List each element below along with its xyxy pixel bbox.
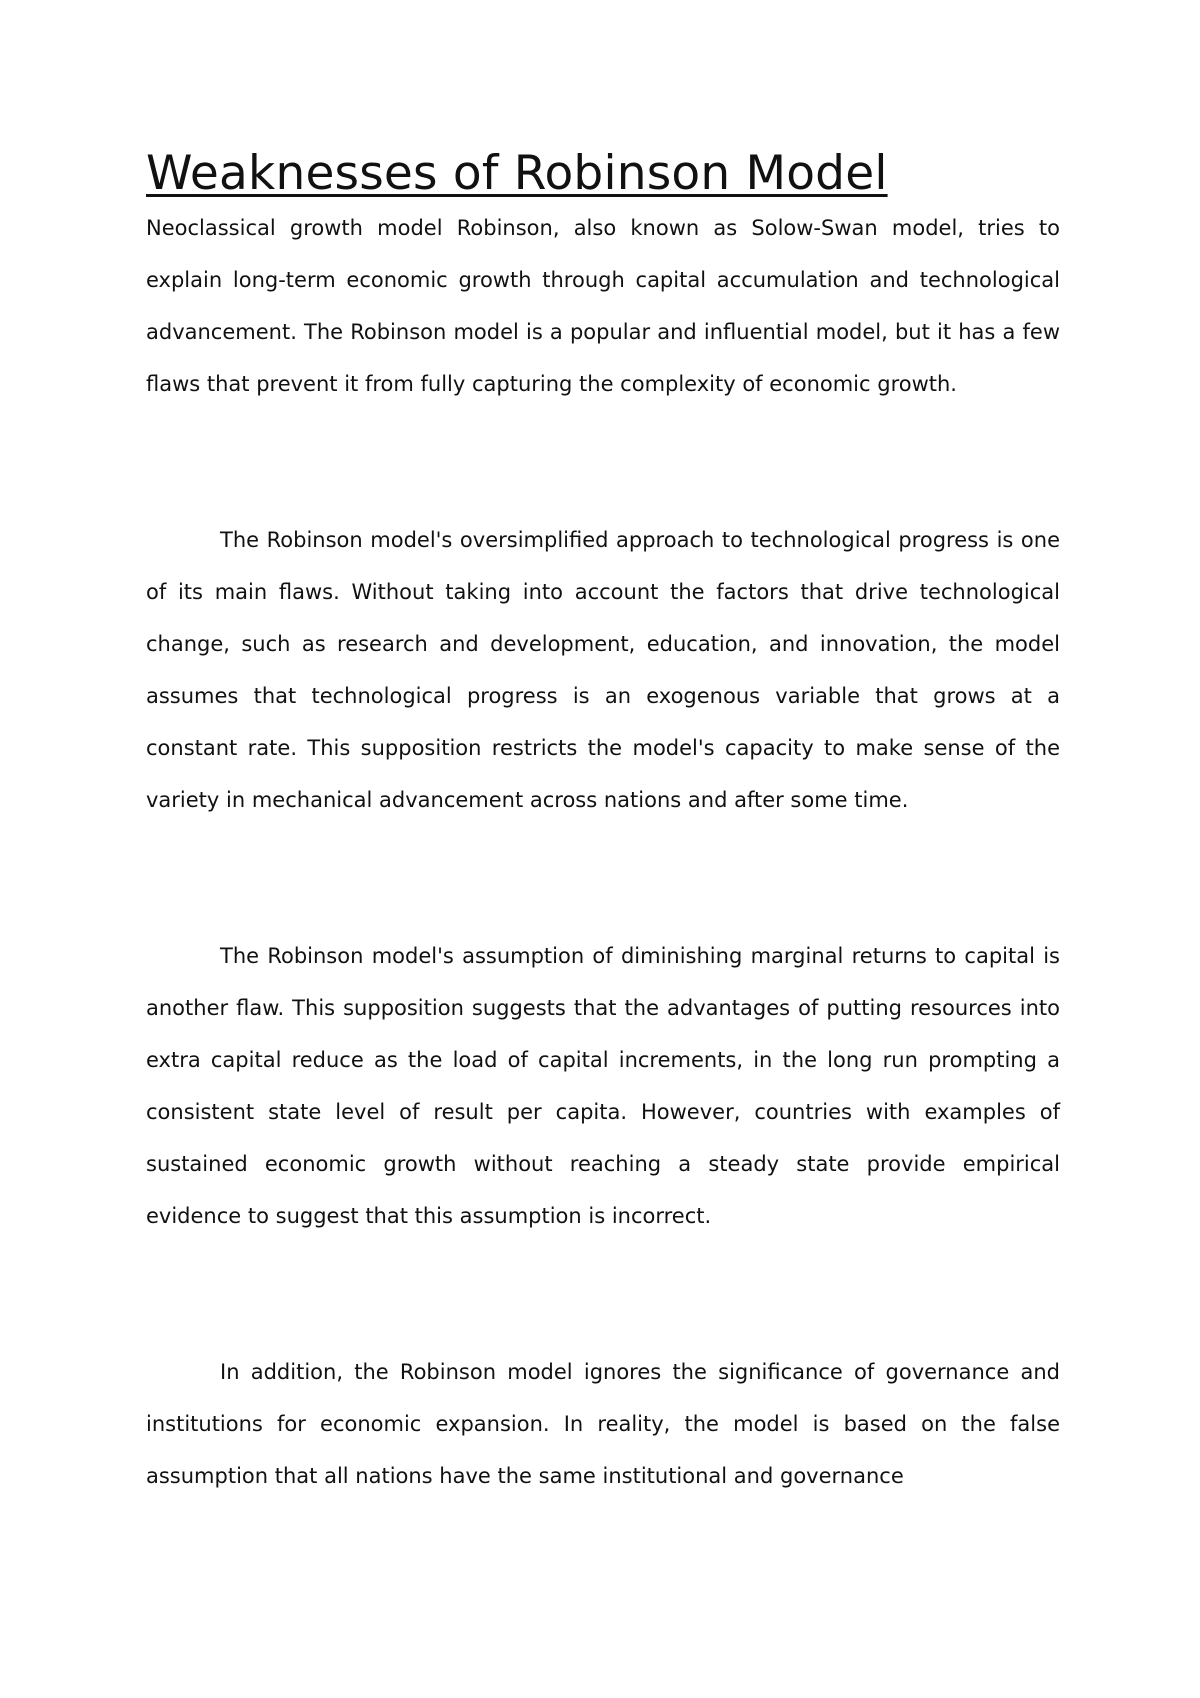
paragraph-spacer xyxy=(146,410,1060,514)
paragraph-intro: Neoclassical growth model Robinson, also known as Solow-Swan model, tries to explain long-term economic growth through capital accumulation and technological advancement. The Robinson model is a popular and influential model, but it has a few flaws that prevent it from fully capturing the complexity of economic growth. xyxy=(146,216,1060,396)
paragraph-institutions: In addition, the Robinson model ignores the significance of governance and institutions for economic expansion. In reality, the model is based on the false assumption that all nations have the same institutional and governance xyxy=(146,1360,1060,1488)
document-body xyxy=(146,144,1060,1502)
document-title: Weaknesses of Robinson Model xyxy=(146,146,888,201)
paragraph-diminishing-returns: The Robinson model's assumption of diminishing marginal returns to capital is another flaw. This supposition suggests that the advantages of putting resources into extra capital reduce as the load of capital increments, in the long run prompting a consistent state level of result per capita. However, countries with examples of sustained economic growth without reaching a steady state provide empirical evidence to suggest that this assumption is incorrect. xyxy=(146,944,1060,1228)
paragraph-spacer xyxy=(146,826,1060,930)
paragraph-technology: The Robinson model's oversimplified approach to technological progress is one of its main flaws. Without taking into account the factors that drive technological change, such as research and development, education, and innovation, the model assumes that technological progress is an exogenous variable that grows at a constant rate. This supposition restricts the model's capacity to make sense of the variety in mechanical advancement across nations and after some time. xyxy=(146,528,1060,812)
paragraph-spacer xyxy=(146,1242,1060,1346)
